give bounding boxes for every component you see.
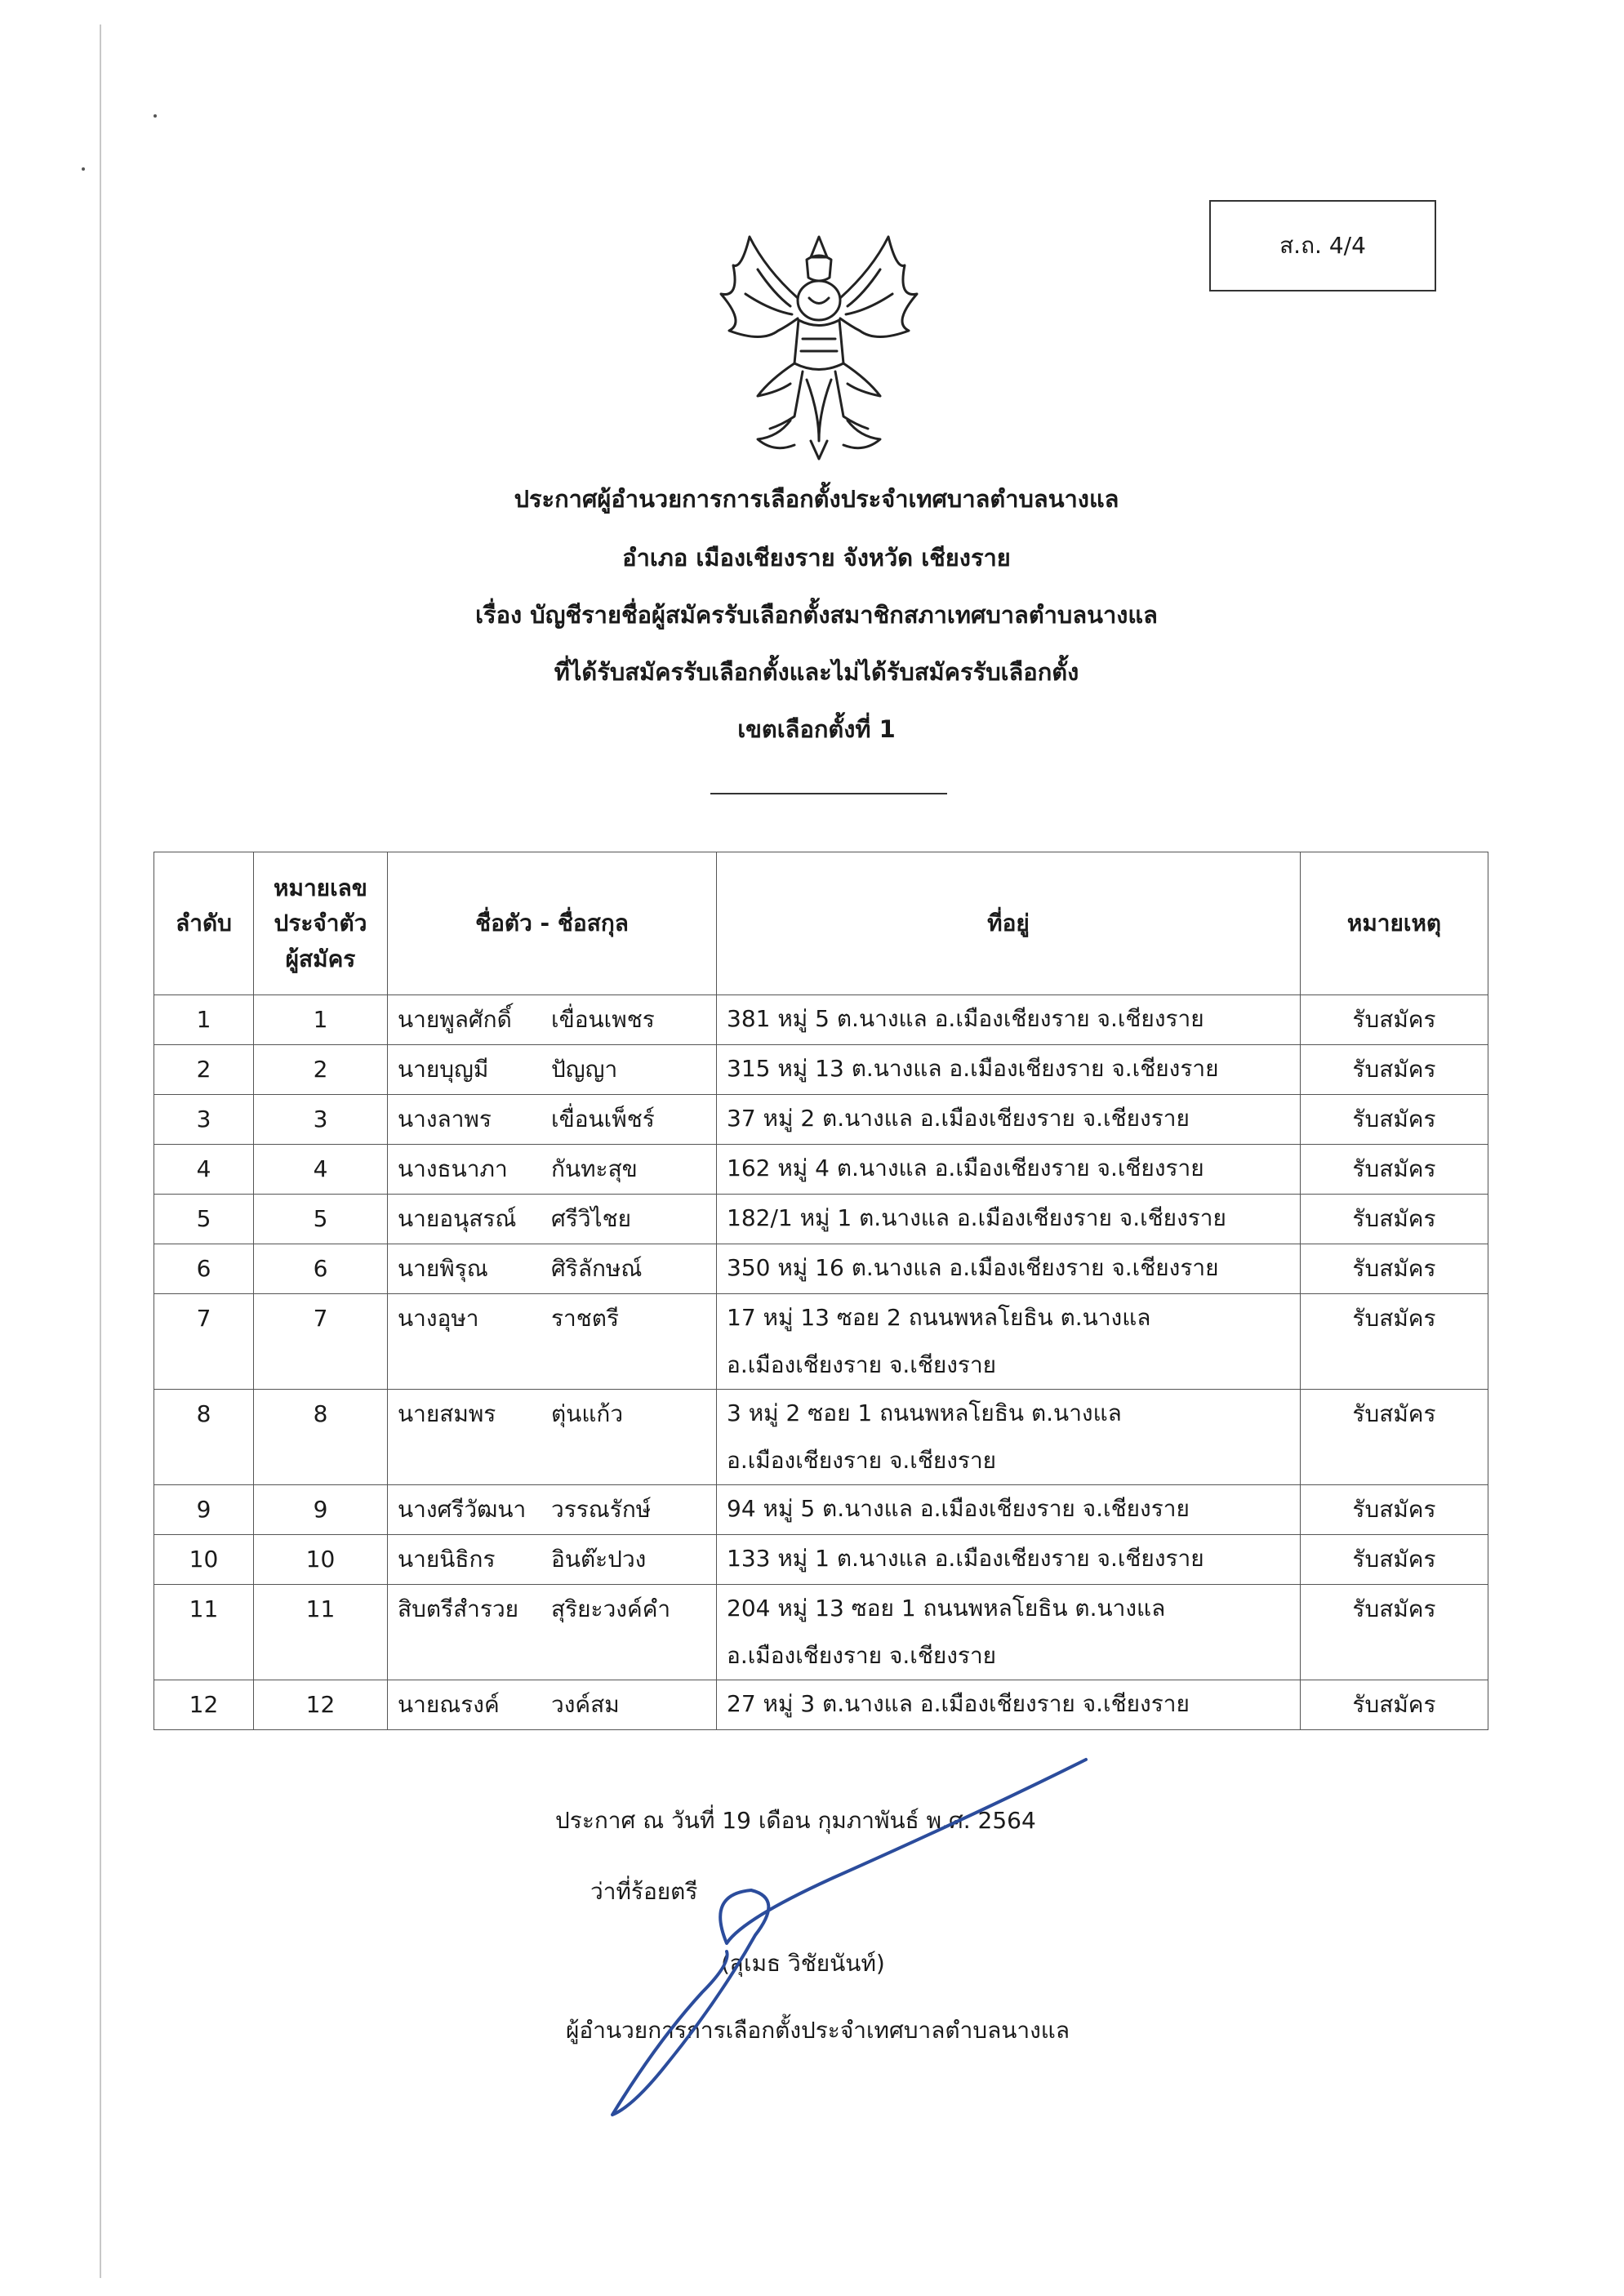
last-name: ศรีวิไชย <box>551 1205 632 1232</box>
header-line-2: อำเภอ เมืองเชียงราย จังหวัด เชียงราย <box>622 544 1011 572</box>
last-name: กันทะสุข <box>551 1155 638 1182</box>
cell-address <box>717 1145 1301 1195</box>
address-line-1: 162 หมู่ 4 ต.นางแล อ.เมืองเชียงราย จ.เชียงราย <box>727 1155 1204 1181</box>
cell-number: 3 <box>254 1095 388 1145</box>
cell-address <box>717 1095 1301 1145</box>
form-code-box <box>1209 200 1436 291</box>
cell-name <box>388 1535 717 1585</box>
cell-remark: รับสมัคร <box>1301 1585 1488 1680</box>
header-number-line-3: ผู้สมัคร <box>285 945 356 972</box>
cell-order: 7 <box>154 1294 254 1390</box>
cell-remark: รับสมัคร <box>1301 995 1488 1045</box>
cell-order: 10 <box>154 1535 254 1585</box>
cell-order: 6 <box>154 1244 254 1294</box>
last-name: วรรณรักษ์ <box>551 1496 652 1523</box>
header-address: ที่อยู่ <box>717 852 1301 995</box>
cell-name <box>388 1294 717 1390</box>
cell-name <box>388 1485 717 1535</box>
cell-number: 9 <box>254 1485 388 1535</box>
address-line-1: 315 หมู่ 13 ต.นางแล อ.เมืองเชียงราย จ.เชียงราย <box>727 1055 1219 1082</box>
address-line-1: 94 หมู่ 5 ต.นางแล อ.เมืองเชียงราย จ.เชียงราย <box>727 1495 1190 1522</box>
address-line-1: 133 หมู่ 1 ต.นางแล อ.เมืองเชียงราย จ.เชียงราย <box>727 1545 1204 1572</box>
first-name: นายณรงค์ <box>398 1691 500 1718</box>
scan-speck <box>82 167 85 171</box>
title-divider <box>710 793 947 794</box>
address-line-1: 381 หมู่ 5 ต.นางแล อ.เมืองเชียงราย จ.เชียงราย <box>727 1005 1204 1032</box>
cell-name <box>388 1045 717 1095</box>
cell-order: 1 <box>154 995 254 1045</box>
table-row <box>154 1244 1488 1294</box>
last-name: เขื่อนเพชร <box>551 1006 655 1033</box>
signer-title: ผู้อำนวยการการเลือกตั้งประจำเทศบาลตำบลนางแล <box>566 2017 1070 2044</box>
header-number-line-1: หมายเลข <box>274 874 367 901</box>
first-name: นายอนุสรณ์ <box>398 1205 517 1232</box>
table-row <box>154 1145 1488 1195</box>
header-line-1: ประกาศผู้อำนวยการการเลือกตั้งประจำเทศบาลตำบลนางแล <box>514 485 1119 513</box>
cell-address <box>717 1244 1301 1294</box>
address-line-1: 204 หมู่ 13 ซอย 1 ถนนพหลโยธิน ต.นางแล <box>727 1595 1166 1622</box>
cell-order: 2 <box>154 1045 254 1095</box>
table-row <box>154 1535 1488 1585</box>
cell-remark: รับสมัคร <box>1301 1535 1488 1585</box>
cell-name <box>388 1095 717 1145</box>
last-name: เขื่อนเพ็ชร์ <box>551 1106 655 1132</box>
first-name: สิบตรีสำรวย <box>398 1595 519 1622</box>
first-name: นางศรีวัฒนา <box>398 1496 527 1523</box>
last-name: ตุ่นแก้ว <box>551 1400 624 1427</box>
table-row <box>154 1680 1488 1730</box>
cell-address <box>717 1390 1301 1485</box>
header-number-line-2: ประจำตัว <box>274 910 367 937</box>
cell-number: 6 <box>254 1244 388 1294</box>
cell-remark: รับสมัคร <box>1301 1294 1488 1390</box>
table-row <box>154 1585 1488 1680</box>
cell-address <box>717 1045 1301 1095</box>
first-name: นายบุญมี <box>398 1056 489 1083</box>
page-margin-line <box>100 24 101 2278</box>
cell-name <box>388 995 717 1045</box>
signer-name: (สุเมธ วิชัยนันท์) <box>721 1950 885 1977</box>
table-header-row <box>154 852 1488 995</box>
last-name: อินต๊ะปวง <box>551 1546 647 1573</box>
cell-remark: รับสมัคร <box>1301 1145 1488 1195</box>
table-row <box>154 1294 1488 1390</box>
cell-order: 8 <box>154 1390 254 1485</box>
cell-remark: รับสมัคร <box>1301 1485 1488 1535</box>
first-name: นายพูลศักดิ์ <box>398 1006 512 1033</box>
cell-remark: รับสมัคร <box>1301 1095 1488 1145</box>
address-line-1: 350 หมู่ 16 ต.นางแล อ.เมืองเชียงราย จ.เชียงราย <box>727 1254 1219 1281</box>
header-line-4: ที่ได้รับสมัครรับเลือกตั้งและไม่ได้รับสมัครรับเลือกตั้ง <box>554 658 1079 686</box>
cell-address <box>717 1195 1301 1244</box>
candidate-table <box>154 852 1488 1730</box>
address-line-1: 17 หมู่ 13 ซอย 2 ถนนพหลโยธิน ต.นางแล <box>727 1304 1151 1331</box>
last-name: ปัญญา <box>551 1056 618 1083</box>
cell-remark: รับสมัคร <box>1301 1390 1488 1485</box>
cell-number: 1 <box>254 995 388 1045</box>
signer-rank: ว่าที่ร้อยตรี <box>590 1878 698 1905</box>
cell-name <box>388 1585 717 1680</box>
last-name: ราชตรี <box>551 1305 619 1332</box>
address-line-2: อ.เมืองเชียงราย จ.เชียงราย <box>727 1642 997 1669</box>
cell-number: 11 <box>254 1585 388 1680</box>
table-row <box>154 1095 1488 1145</box>
cell-number: 7 <box>254 1294 388 1390</box>
header-name: ชื่อตัว - ชื่อสกุล <box>388 852 717 995</box>
cell-order: 9 <box>154 1485 254 1535</box>
cell-address <box>717 1585 1301 1680</box>
cell-order: 3 <box>154 1095 254 1145</box>
cell-number: 2 <box>254 1045 388 1095</box>
table-row <box>154 1195 1488 1244</box>
scan-speck <box>154 114 157 118</box>
header-order: ลำดับ <box>154 852 254 995</box>
table-row <box>154 1390 1488 1485</box>
cell-name <box>388 1680 717 1730</box>
cell-remark: รับสมัคร <box>1301 1244 1488 1294</box>
cell-address <box>717 1535 1301 1585</box>
cell-order: 4 <box>154 1145 254 1195</box>
first-name: นายพิรุณ <box>398 1255 488 1282</box>
cell-order: 12 <box>154 1680 254 1730</box>
header-line-3: เรื่อง บัญชีรายชื่อผู้สมัครรับเลือกตั้งสมาชิกสภาเทศบาลตำบลนางแล <box>475 601 1158 629</box>
cell-address <box>717 995 1301 1045</box>
address-line-1: 3 หมู่ 2 ซอย 1 ถนนพหลโยธิน ต.นางแล <box>727 1399 1122 1426</box>
cell-number: 4 <box>254 1145 388 1195</box>
address-line-1: 182/1 หมู่ 1 ต.นางแล อ.เมืองเชียงราย จ.เชียงราย <box>727 1204 1226 1231</box>
last-name: วงค์สม <box>551 1691 620 1718</box>
cell-address <box>717 1485 1301 1535</box>
header-remark: หมายเหตุ <box>1301 852 1488 995</box>
garuda-emblem-icon <box>701 220 937 465</box>
address-line-2: อ.เมืองเชียงราย จ.เชียงราย <box>727 1351 997 1378</box>
table-row <box>154 1485 1488 1535</box>
cell-remark: รับสมัคร <box>1301 1045 1488 1095</box>
table-row <box>154 1045 1488 1095</box>
first-name: นางลาพร <box>398 1106 492 1132</box>
first-name: นางอุษา <box>398 1305 479 1332</box>
header-line-5: เขตเลือกตั้งที่ 1 <box>737 715 896 743</box>
last-name: ศิริลักษณ์ <box>551 1255 643 1282</box>
address-line-1: 37 หมู่ 2 ต.นางแล อ.เมืองเชียงราย จ.เชียงราย <box>727 1105 1190 1132</box>
address-line-1: 27 หมู่ 3 ต.นางแล อ.เมืองเชียงราย จ.เชียงราย <box>727 1690 1190 1717</box>
cell-name <box>388 1390 717 1485</box>
cell-remark: รับสมัคร <box>1301 1680 1488 1730</box>
table-row <box>154 995 1488 1045</box>
first-name: นายสมพร <box>398 1400 496 1427</box>
cell-remark: รับสมัคร <box>1301 1195 1488 1244</box>
announce-date: ประกาศ ณ วันที่ 19 เดือน กุมภาพันธ์ พ.ศ. 2564 <box>555 1807 1036 1834</box>
cell-name <box>388 1195 717 1244</box>
cell-order: 5 <box>154 1195 254 1244</box>
header-number <box>254 852 388 995</box>
cell-number: 10 <box>254 1535 388 1585</box>
last-name: สุริยะวงค์คำ <box>551 1595 671 1622</box>
first-name: นางธนาภา <box>398 1155 508 1182</box>
cell-number: 5 <box>254 1195 388 1244</box>
cell-address <box>717 1294 1301 1390</box>
first-name: นายนิธิกร <box>398 1546 496 1573</box>
cell-name <box>388 1145 717 1195</box>
cell-name <box>388 1244 717 1294</box>
cell-number: 12 <box>254 1680 388 1730</box>
address-line-2: อ.เมืองเชียงราย จ.เชียงราย <box>727 1447 997 1474</box>
cell-order: 11 <box>154 1585 254 1680</box>
cell-number: 8 <box>254 1390 388 1485</box>
cell-address <box>717 1680 1301 1730</box>
form-code: ส.ถ. 4/4 <box>1279 232 1366 259</box>
